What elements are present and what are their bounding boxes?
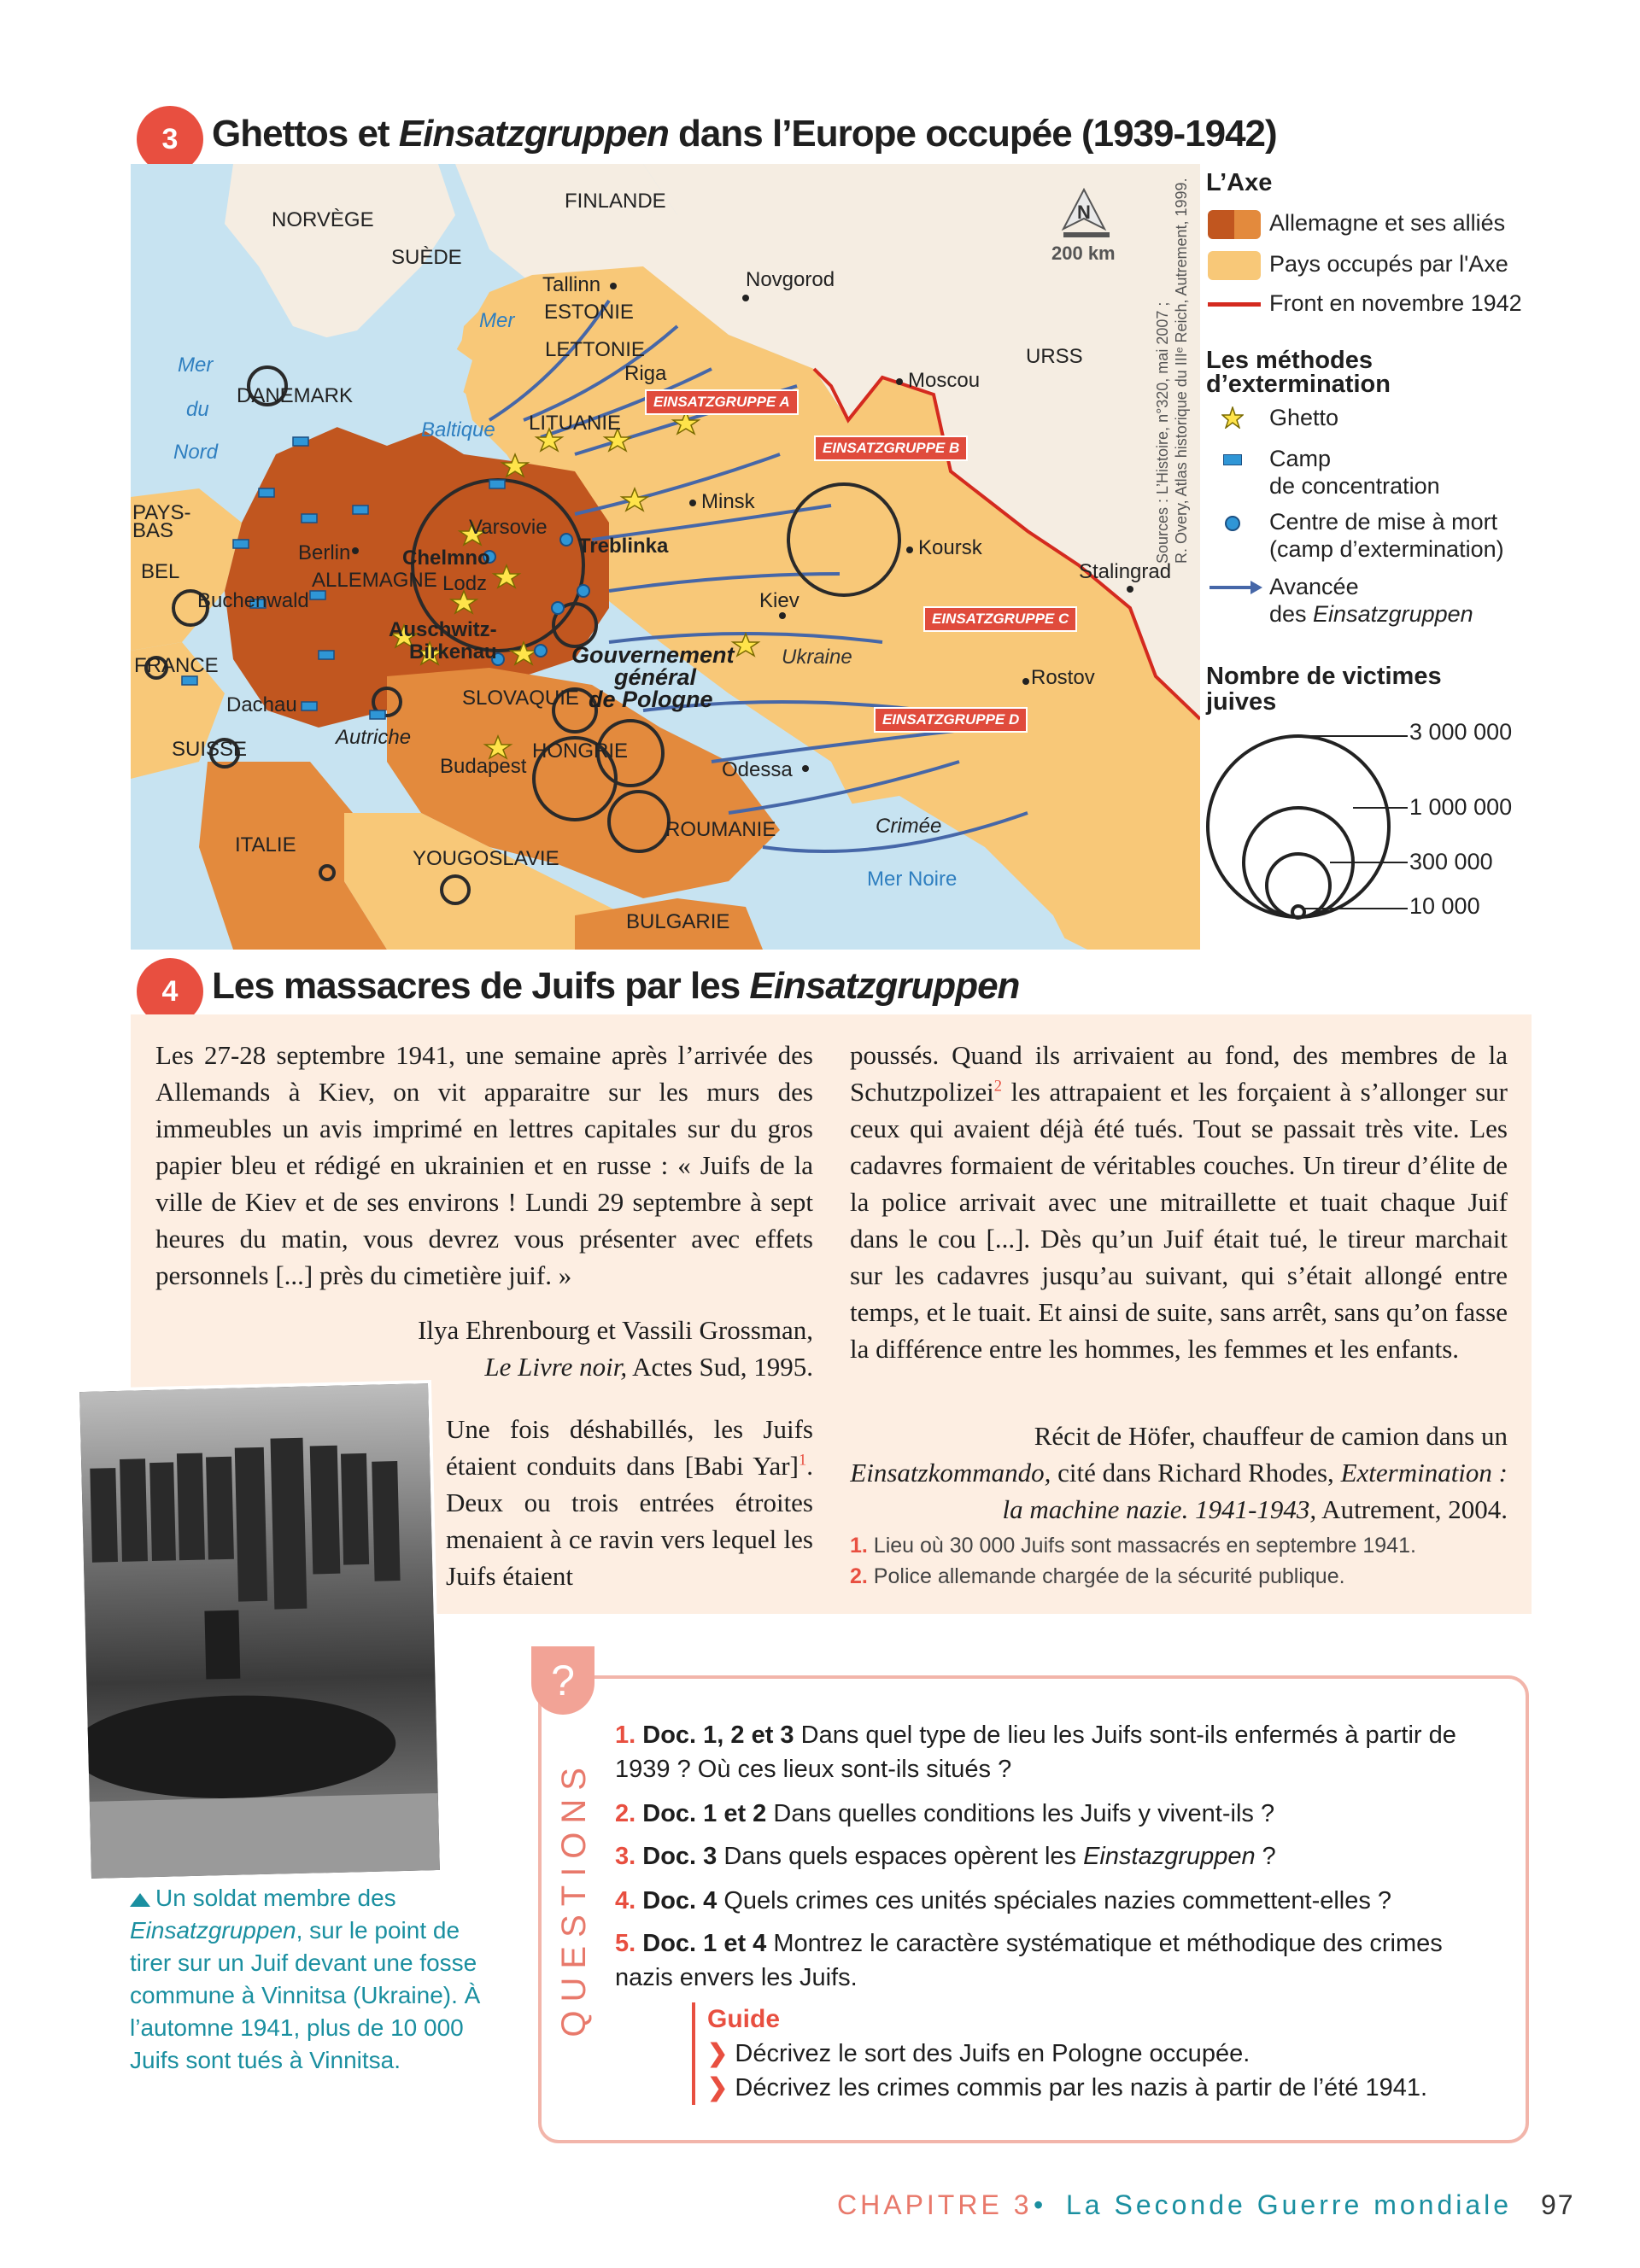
advance-arrow-icon: [1208, 577, 1264, 602]
legend-occupes-swatch: [1208, 251, 1261, 280]
map-label-tallinn: Tallinn: [542, 273, 601, 296]
doc4-paragraph-1: Les 27-28 septembre 1941, une semaine après l’arrivée des Allemands à Kiev, on vit apparaitre sur les murs des immeubles un avis imprimé en lettres capitales sur du gros papier bleu et rédigé en ukrainien et en russe : « Juifs de la ville de Kiev et de ses environs ! Lundi 29 septembre à sept heures du matin, vous devrez vous présenter avec effets personnels [...] près du cimetière juif. »: [155, 1040, 813, 1290]
map-label-autriche: Autriche: [336, 726, 412, 749]
legend-centre-label-1: Centre de mise à mort: [1269, 509, 1498, 535]
map-label-gouvernement-2: général: [614, 664, 697, 690]
doc4-citation-2: Récit de Höfer, chauffeur de camion dans un Einsatzkommando, cité dans Richard Rhodes, Extermination : la machine nazie. 1941-1943, Autrement, 2004.: [850, 1421, 1508, 1524]
legend-camp-label-2: de concentration: [1269, 473, 1440, 499]
einsatzgruppe-a-tag: EINSATZGRUPPE A: [645, 389, 799, 415]
map-label-estonie: ESTONIE: [544, 301, 634, 324]
legend-methodes-title-2: d’extermination: [1206, 371, 1391, 398]
map-label-lettonie: LETTONIE: [545, 338, 645, 361]
map-label-lodz: Lodz: [442, 572, 488, 595]
map-label-mer-noire: Mer Noire: [867, 868, 958, 891]
map-label-rostov: Rostov: [1031, 666, 1095, 689]
victims-value-4: 10 000: [1409, 893, 1480, 919]
question-4: 4. Doc. 4 Quels crimes ces unités spéciales nazies commettent-elles ?: [615, 1887, 1392, 1914]
guide-box: [692, 2002, 1427, 2105]
map-label-mer-du-nord-2: du: [186, 398, 209, 421]
map-label-treblinka: Treblinka: [578, 535, 669, 558]
question-3: 3. Doc. 3 Dans quels espaces opèrent les Einstazgruppen ?: [615, 1843, 1276, 1870]
doc4-citation-1: Ilya Ehrenbourg et Vassili Grossman, Le Livre noir, Actes Sud, 1995.: [418, 1315, 813, 1382]
map-label-bulgarie: BULGARIE: [626, 910, 730, 933]
map-label-danemark: DANEMARK: [237, 384, 354, 407]
map-label-auschwitz-2: Birkenau: [409, 640, 497, 663]
legend-front-label: Front en novembre 1942: [1269, 290, 1522, 316]
einsatzgruppe-b-tag: EINSATZGRUPPE B: [814, 435, 968, 461]
map-label-koursk: Koursk: [918, 536, 982, 559]
map-label-kiev: Kiev: [759, 589, 800, 612]
caption-triangle-icon: [130, 1893, 150, 1907]
map-label-roumanie: ROUMANIE: [665, 818, 776, 841]
map-label-budapest: Budapest: [440, 755, 527, 778]
map-label-hongrie: HONGRIE: [532, 739, 629, 763]
question-1: 1. Doc. 1, 2 et 3 Dans quel type de lieu les Juifs sont-ils enfermés à partir de 1939 ? Où ces lieux sont-ils situés ?: [615, 1721, 1456, 1783]
map-label-gouvernement-3: de Pologne: [589, 687, 713, 712]
map-label-italie: ITALIE: [235, 833, 296, 856]
guide-title: Guide: [707, 2005, 781, 2033]
legend-methodes-title-1: Les méthodes: [1206, 347, 1373, 374]
doc3-title: Ghettos et Einsatzgruppen dans l’Europe occupée (1939-1942): [212, 113, 1277, 155]
doc4-paragraph-3: poussés. Quand ils arrivaient au fond, des membres de la Schutzpolizei$^2$ les attrapaient et les forçaient à s’allonger sur ceux qui avaient déjà été tués. Tout se passait très vite. Les cadavres formaient de véritables couches. Un tireur d’élite de la police arrivait avec une mitraillette et tuait chaque Juif dans le cou [...]. Dès qu’un Juif était tué, le tireur marchait sur les cadavres jusqu’au suivant, qui s’était allongé entre temps, et le tuait. Et ainsi de suite, sans arrêt, sans qu’on fasse la différence entre les hommes, les femmes et les enfants.: [850, 1040, 1508, 1364]
legend-victimes-title-2: juives: [1206, 688, 1277, 716]
map-label-allemagne: ALLEMAGNE: [312, 569, 437, 592]
victims-value-2: 1 000 000: [1409, 794, 1513, 820]
map-label-yougoslavie: YOUGOSLAVIE: [413, 847, 559, 870]
map-label-mer-baltique-2: Baltique: [421, 418, 495, 441]
einsatzgruppe-d-tag: EINSATZGRUPPE D: [874, 707, 1028, 733]
page-number: 97: [1541, 2189, 1575, 2220]
legend-victimes-title-1: Nombre de victimes: [1206, 663, 1442, 690]
guide-item-1: ❯ Décrivez le sort des Juifs en Pologne occupée.: [707, 2040, 1250, 2067]
legend-axe-title: L’Axe: [1206, 169, 1273, 196]
victims-value-1: 3 000 000: [1409, 719, 1513, 745]
map-label-minsk: Minsk: [701, 490, 755, 513]
legend-allemagne-swatch: [1208, 210, 1261, 239]
map-label-buchenwald: Buchenwald: [197, 589, 309, 612]
legend-avancee-label-2: des Einsatzgruppen: [1269, 601, 1473, 627]
camp-square-icon: [1223, 454, 1242, 465]
footnote-2: 2. Police allemande chargée de la sécurité publique.: [850, 1564, 1345, 1588]
legend-front-line: [1208, 302, 1261, 307]
map-label-suisse: SUISSE: [172, 738, 248, 761]
photo-caption: Un soldat membre des Einsatzgruppen, sur le point de tirer sur un Juif devant une fosse commune à Vinnitsa (Ukraine). À l’automne 1941, plus de 10 000 Juifs sont tués à Vinnitsa.: [130, 1885, 481, 2073]
map-label-odessa: Odessa: [722, 758, 793, 781]
map-label-pays-bas-2: BAS: [132, 519, 174, 542]
map-label-slovaquie: SLOVAQUIE: [462, 687, 579, 710]
einsatzgruppe-c-tag: EINSATZGRUPPE C: [923, 606, 1077, 632]
chevron-right-icon: ❯: [707, 2074, 729, 2101]
map-label-dachau: Dachau: [226, 693, 297, 716]
victims-scale-circles: [1199, 717, 1421, 922]
map-label-moscou: Moscou: [908, 369, 981, 392]
doc4-paragraph-2: Une fois déshabillés, les Juifs étaient conduits dans [Babi Yar]$^1$. Deux ou trois entrées étroites menaient à ce ravin vers lequel les Juifs étaient: [446, 1414, 813, 1591]
map-label-bel: BEL: [141, 560, 180, 583]
ghetto-star-icon: [1221, 406, 1244, 433]
map-label-pays-bas-1: PAYS-: [132, 501, 191, 524]
footnote-1: 1. Lieu où 30 000 Juifs sont massacrés en septembre 1941.: [850, 1534, 1416, 1558]
map-label-mer-du-nord-1: Mer: [178, 354, 214, 377]
europe-map: [131, 164, 1200, 950]
map-label-urss: URSS: [1026, 345, 1083, 368]
footer-chapter: CHAPITRE 3: [837, 2189, 1033, 2220]
scale-label: 200 km: [1051, 243, 1116, 264]
legend-allemagne-label: Allemagne et ses alliés: [1269, 210, 1506, 236]
map-label-mer-du-nord-3: Nord: [173, 441, 219, 464]
guide-item-2: ❯ Décrivez les crimes commis par les nazis à partir de l’été 1941.: [707, 2074, 1428, 2101]
legend-ghetto-label: Ghetto: [1269, 405, 1339, 430]
map-label-varsovie: Varsovie: [469, 516, 548, 539]
victims-value-3: 300 000: [1409, 849, 1493, 874]
map-label-suede: SUÈDE: [391, 246, 462, 269]
legend-occupes-label: Pays occupés par l'Axe: [1269, 251, 1508, 277]
map-label-norvege: NORVÈGE: [272, 208, 374, 231]
footer-chapter-title: La Seconde Guerre mondiale: [1066, 2189, 1513, 2220]
map-label-auschwitz-1: Auschwitz-: [389, 618, 497, 641]
map-label-chelmno: Chelmno: [402, 547, 490, 570]
map-label-riga: Riga: [624, 362, 667, 385]
question-2: 2. Doc. 1 et 2 Dans quelles conditions les Juifs y vivent-ils ?: [615, 1800, 1275, 1827]
map-source: Sources : L’Histoire, n°320, mai 2007 ; R. Overy, Atlas historique du IIIᵉ Reich, Autrement, 1999.: [1154, 178, 1190, 564]
compass-letter: N: [1077, 202, 1091, 223]
footer-bullet: •: [1034, 2189, 1047, 2220]
map-label-ukraine: Ukraine: [782, 646, 852, 669]
map-label-novgorod: Novgorod: [746, 268, 835, 291]
map-label-crimee: Crimée: [876, 815, 942, 838]
doc4-title: Les massacres de Juifs par les Einsatzgruppen: [212, 965, 1020, 1007]
doc3-number: 3: [161, 122, 179, 155]
questions-vertical-label: QUESTIONS: [555, 1759, 593, 2037]
map-label-gouvernement-1: Gouvernement: [571, 642, 735, 668]
doc4-number: 4: [161, 974, 179, 1008]
legend-camp-label-1: Camp: [1269, 446, 1332, 471]
map-label-lituanie: LITUANIE: [529, 412, 622, 435]
map-label-berlin: Berlin: [298, 541, 351, 564]
question-5: 5. Doc. 1 et 4 Montrez le caractère systématique et méthodique des crimes nazis envers les Juifs.: [615, 1930, 1443, 1991]
map-label-stalingrad: Stalingrad: [1079, 560, 1172, 583]
soldier-photo: [79, 1383, 440, 1879]
chevron-right-icon: ❯: [707, 2040, 729, 2067]
map-label-france: FRANCE: [134, 654, 219, 677]
map-label-mer-baltique-1: Mer: [479, 309, 515, 332]
map-label-finlande: FINLANDE: [565, 190, 666, 213]
legend-centre-label-2: (camp d’extermination): [1269, 536, 1504, 562]
scale-bar: [1063, 232, 1110, 237]
centre-circle-icon: [1225, 516, 1240, 531]
compass-icon: [1060, 188, 1108, 232]
legend-avancee-label-1: Avancée: [1269, 574, 1359, 599]
question-badge: ?: [531, 1646, 594, 1715]
